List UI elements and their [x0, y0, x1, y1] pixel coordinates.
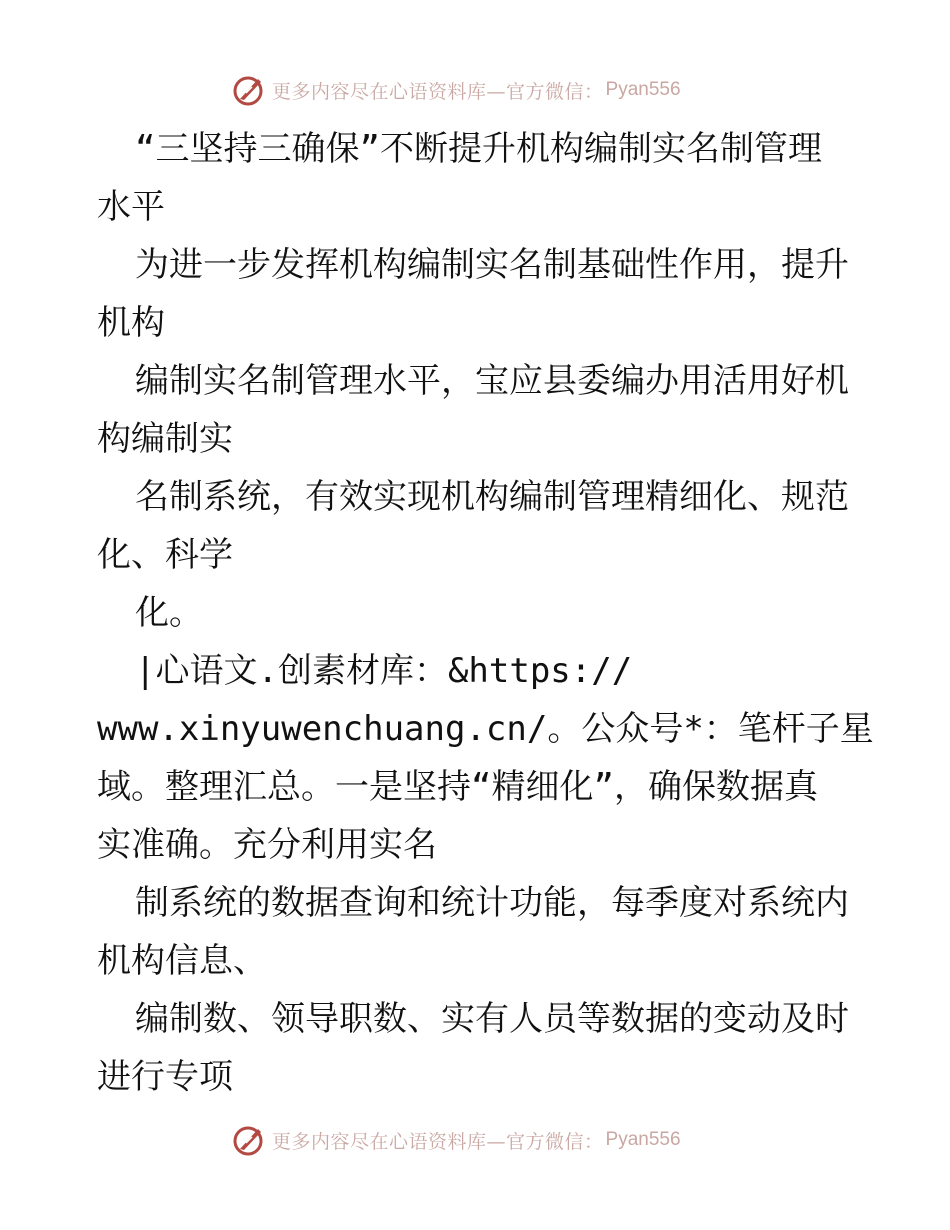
text-line: 制系统的数据查询和统计功能，每季度对系统内 — [135, 883, 849, 923]
text-line: 编制数、领导职数、实有人员等数据的变动及时 — [135, 999, 849, 1039]
text-line: 构编制实 — [97, 419, 233, 459]
text-line: “三坚持三确保”不断提升机构编制实名制管理 — [135, 129, 822, 169]
text-line: 化。 — [135, 593, 203, 633]
document-body — [97, 120, 874, 1106]
watermark-text: 更多内容尽在心语资料库—官方微信： — [272, 80, 604, 103]
header-watermark — [232, 70, 681, 110]
text-line: www.xinyuwenchuang.cn/。公众号*：笔杆子星 — [97, 709, 874, 749]
text-line: 水平 — [97, 187, 165, 227]
text-line: 实准确。充分利用实名 — [97, 825, 437, 865]
text-line: 编制实名制管理水平，宝应县委编办用活用好机 — [135, 361, 849, 401]
text-line: 为进一步发挥机构编制实名制基础性作用，提升 — [135, 245, 849, 285]
text-line: 机构 — [97, 303, 165, 343]
text-line: 机构信息、 — [97, 941, 267, 981]
text-line: 化、科学 — [97, 535, 233, 575]
watermark-text: 更多内容尽在心语资料库—官方微信： — [272, 1130, 604, 1153]
watermark-id: Pyan556 — [605, 1129, 681, 1150]
quill-logo-icon — [232, 73, 266, 107]
text-line: |心语文.创素材库：&https:// — [135, 651, 633, 691]
text-line: 进行专项 — [97, 1057, 233, 1097]
text-line: 名制系统，有效实现机构编制管理精细化、规范 — [135, 477, 849, 517]
quill-logo-icon — [232, 1123, 266, 1157]
text-line: 域。整理汇总。一是坚持“精细化”，确保数据真 — [97, 767, 818, 807]
footer-watermark — [232, 1120, 681, 1160]
watermark-id: Pyan556 — [605, 79, 681, 100]
